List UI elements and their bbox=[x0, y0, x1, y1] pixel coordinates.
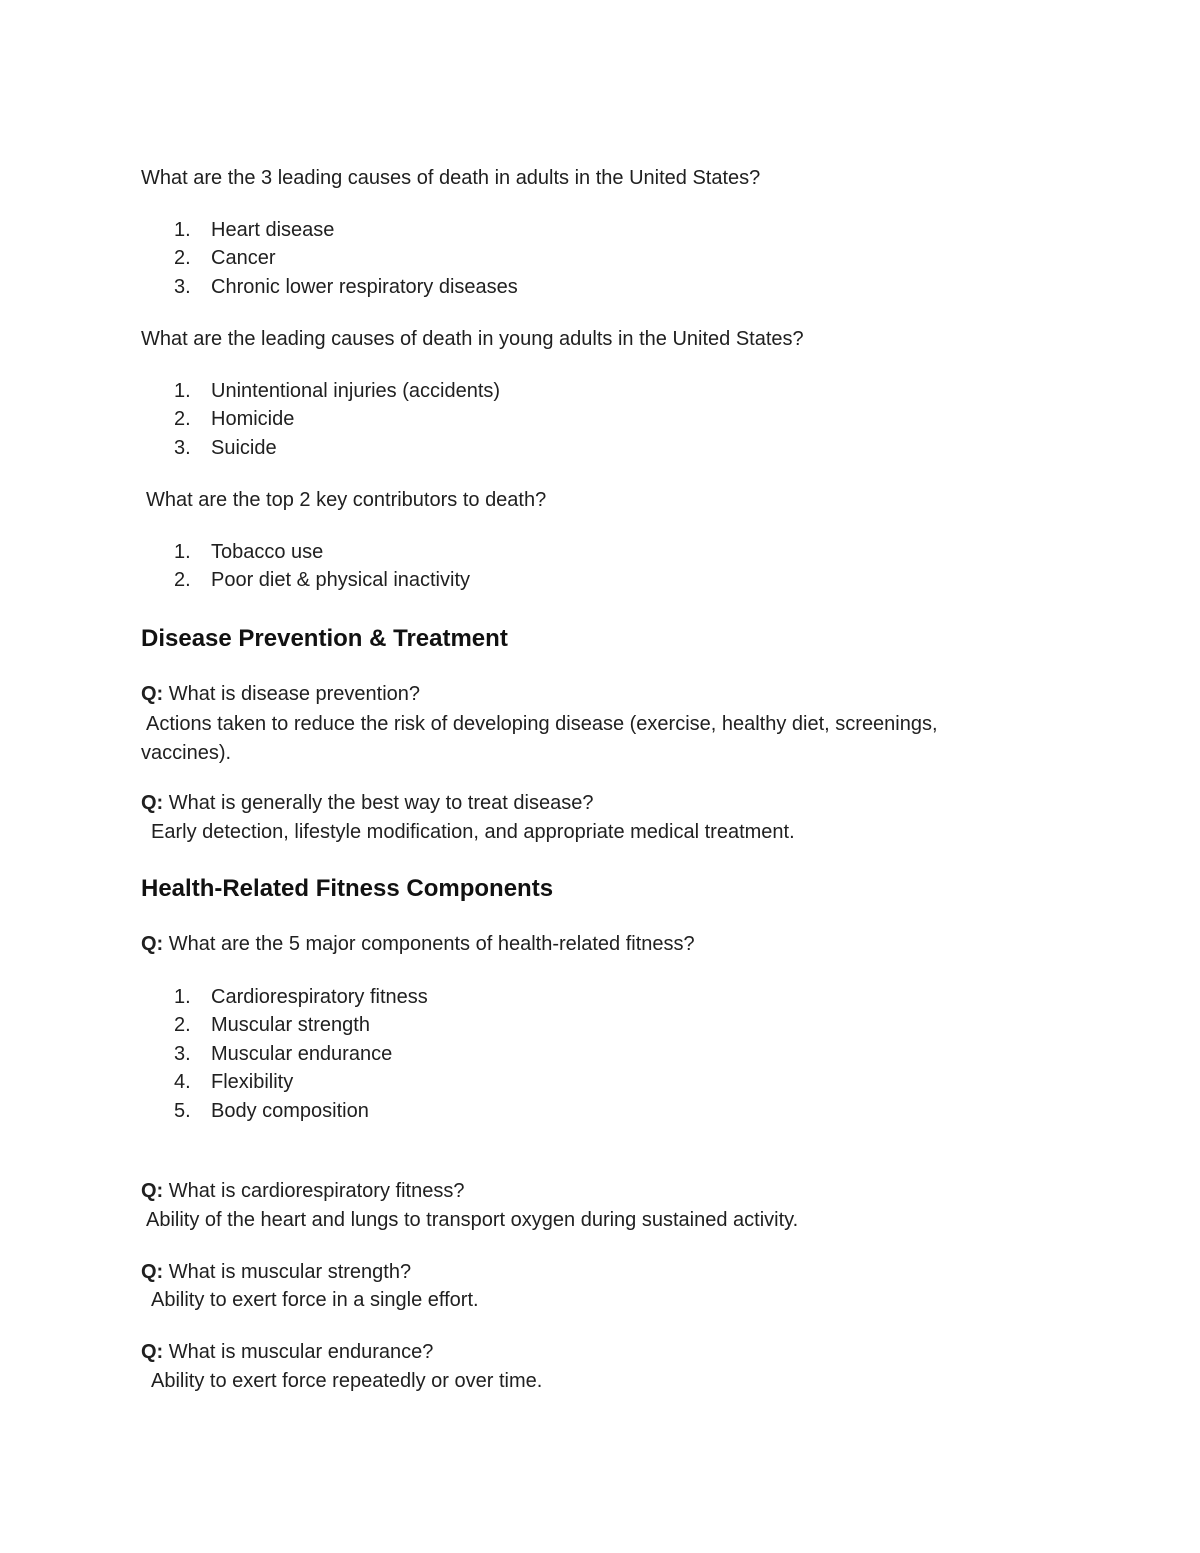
answer-muscular-strength: Ability to exert force in a single effort. bbox=[151, 1289, 479, 1311]
question-contributors: What are the top 2 key contributors to death? bbox=[146, 489, 547, 511]
answer-prevention: Actions taken to reduce the risk of developing disease (exercise, healthy diet, screenings, vaccines). bbox=[141, 713, 938, 764]
question-young-adults: What are the leading causes of death in young adults in the United States? bbox=[141, 328, 804, 350]
question-muscular-strength: Q: What is muscular strength? bbox=[141, 1261, 412, 1283]
question-muscular-endurance: Q: What is muscular endurance? bbox=[141, 1341, 434, 1363]
answer-treatment: Early detection, lifestyle modification, and appropriate medical treatment. bbox=[151, 821, 795, 843]
question-adults: What are the 3 leading causes of death in adults in the United States? bbox=[141, 167, 761, 189]
question-fitness-components: Q: What are the 5 major components of health-related fitness? bbox=[141, 933, 695, 955]
question-cardiorespiratory: Q: What is cardiorespiratory fitness? bbox=[141, 1180, 465, 1202]
question-prevention: Q: What is disease prevention? bbox=[141, 683, 421, 705]
heading-prevention: Disease Prevention & Treatment bbox=[141, 625, 508, 652]
answer-cardiorespiratory: Ability of the heart and lungs to transport oxygen during sustained activity. bbox=[146, 1209, 799, 1231]
heading-fitness: Health-Related Fitness Components bbox=[141, 875, 554, 902]
document-page: What are the 3 leading causes of death in adults in the United States? 1. Heart disease 2. Cancer 3. Chronic lower respiratory diseases What are the leading causes of death in young adults in the United States? 1. Unintentional injuries (accidents) 2. Homicide 3. Suicide What are the top 2 key contributors to death? 1. Tobacco use 2. Poor diet & physical inactivity Disease Prevention & Treatment Q: What is disease prevention? Actions taken to reduce the risk of developing disease (exercise, healthy diet, screenings, vaccines). Q: What is generally the best way to treat disease? Early detection, lifestyle modification, and appropriate medical treatment. Health-Related Fitness Components Q: What are the 5 major components of health-related fitness? 1. Cardiorespiratory fitness 2. Muscular strength 3. Muscular endurance 4. Flexibility 5. Body composition Q: What is cardiorespiratory fitness? Ability of the heart and lungs to transport oxygen during sustained activity. Q: What is muscular strength? Ability to exert force in a single effort. Q: What is muscular endurance? Ability to exert force repeatedly or over time. bbox=[0, 0, 1200, 1553]
answer-muscular-endurance: Ability to exert force repeatedly or over time. bbox=[151, 1370, 543, 1392]
question-treatment: Q: What is generally the best way to treat disease? bbox=[141, 792, 594, 814]
